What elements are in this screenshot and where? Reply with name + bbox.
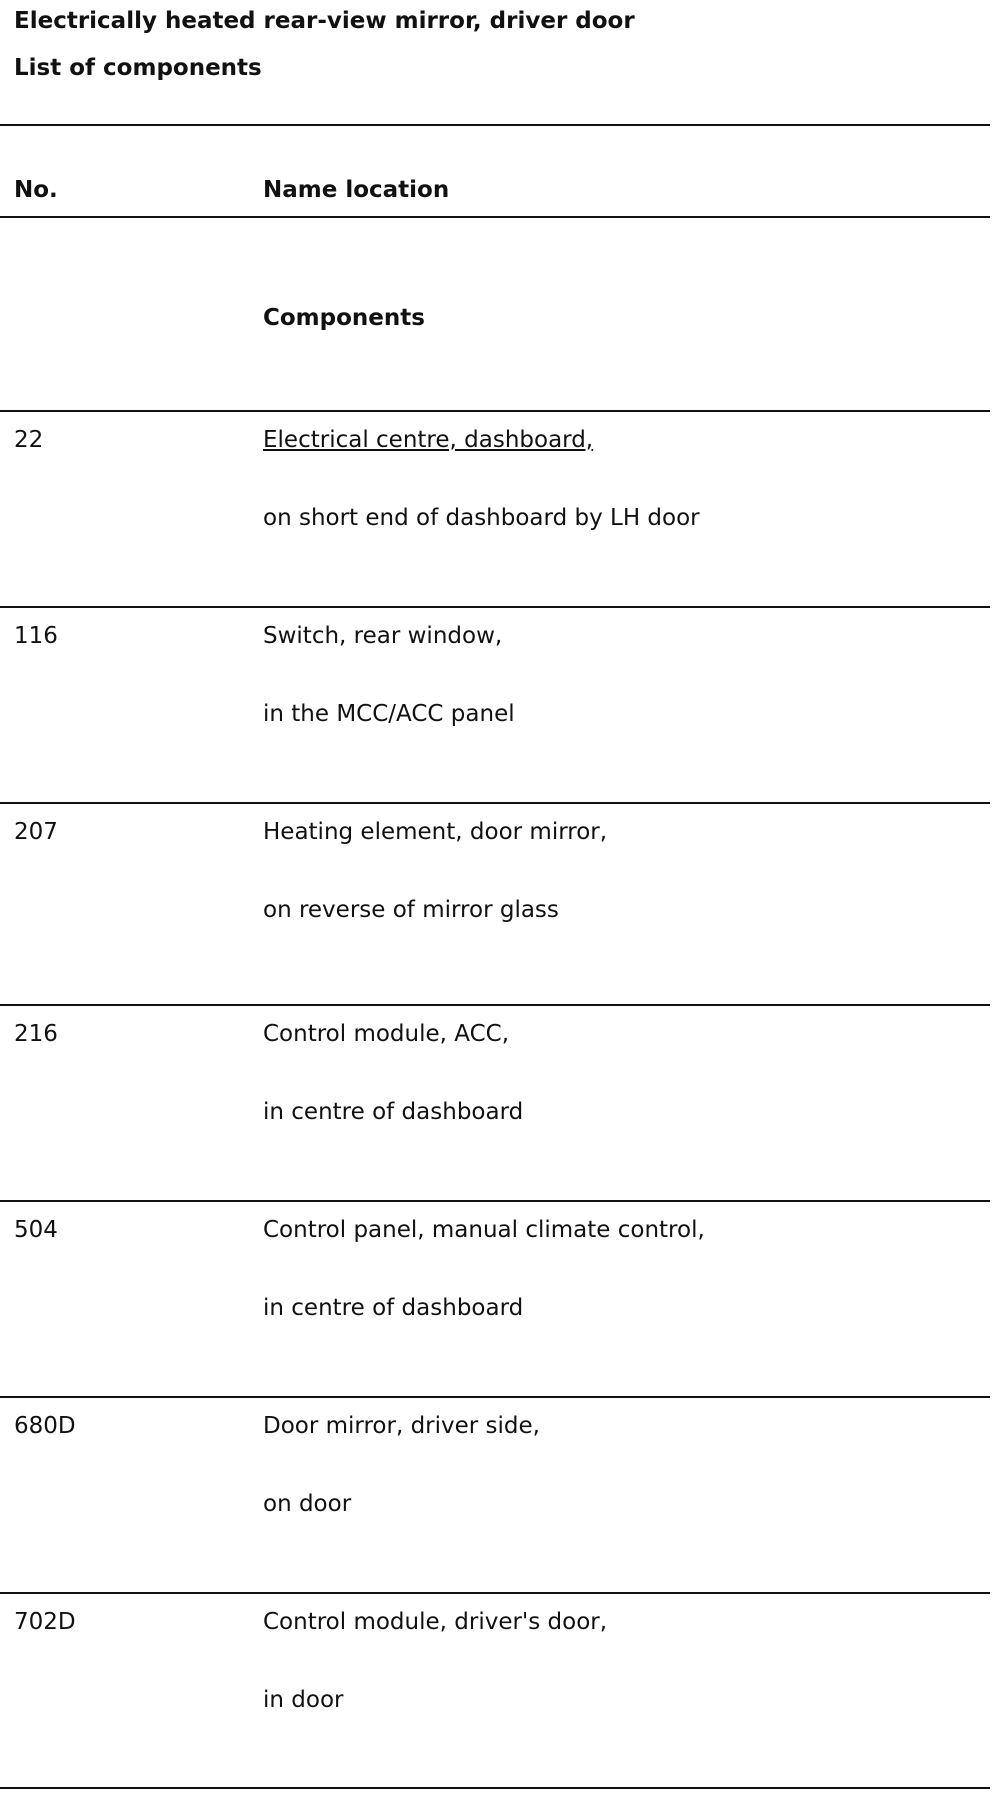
component-location: on short end of dashboard by LH door — [263, 505, 700, 531]
component-name: Switch, rear window, — [263, 623, 503, 649]
column-header-name-location: Name location — [263, 177, 450, 203]
component-location: on door — [263, 1491, 352, 1517]
component-location: in centre of dashboard — [263, 1295, 524, 1321]
divider — [0, 216, 990, 218]
component-location: in door — [263, 1687, 344, 1713]
table-header — [0, 175, 990, 205]
component-name: Electrical centre, dashboard, — [263, 427, 594, 453]
divider — [0, 1200, 990, 1202]
divider — [0, 802, 990, 804]
divider — [0, 606, 990, 608]
component-number: 207 — [14, 819, 58, 845]
component-location: in the MCC/ACC panel — [263, 701, 515, 727]
component-row — [0, 425, 990, 535]
component-row — [0, 1019, 990, 1129]
component-name: Control module, ACC, — [263, 1021, 510, 1047]
document-title: Electrically heated rear-view mirror, driver door — [14, 8, 635, 34]
document-subtitle: List of components — [14, 55, 262, 81]
component-number: 504 — [14, 1217, 58, 1243]
component-row — [0, 1607, 990, 1717]
component-row — [0, 1215, 990, 1325]
divider — [0, 410, 990, 412]
divider — [0, 1396, 990, 1398]
component-name: Control panel, manual climate control, — [263, 1217, 705, 1243]
component-number: 702D — [14, 1609, 76, 1635]
component-row — [0, 1411, 990, 1521]
component-number: 116 — [14, 623, 58, 649]
component-number: 216 — [14, 1021, 58, 1047]
divider — [0, 1592, 990, 1594]
component-number: 680D — [14, 1413, 76, 1439]
component-row — [0, 621, 990, 731]
component-name: Door mirror, driver side, — [263, 1413, 540, 1439]
title-block — [14, 8, 635, 81]
component-name: Control module, driver's door, — [263, 1609, 608, 1635]
component-location: in centre of dashboard — [263, 1099, 524, 1125]
component-name: Heating element, door mirror, — [263, 819, 608, 845]
component-location: on reverse of mirror glass — [263, 897, 559, 923]
component-number: 22 — [14, 427, 44, 453]
section-heading: Components — [263, 305, 425, 331]
column-header-number: No. — [14, 177, 58, 203]
divider — [0, 1004, 990, 1006]
divider — [0, 1787, 990, 1789]
divider — [0, 124, 990, 126]
component-row — [0, 817, 990, 927]
